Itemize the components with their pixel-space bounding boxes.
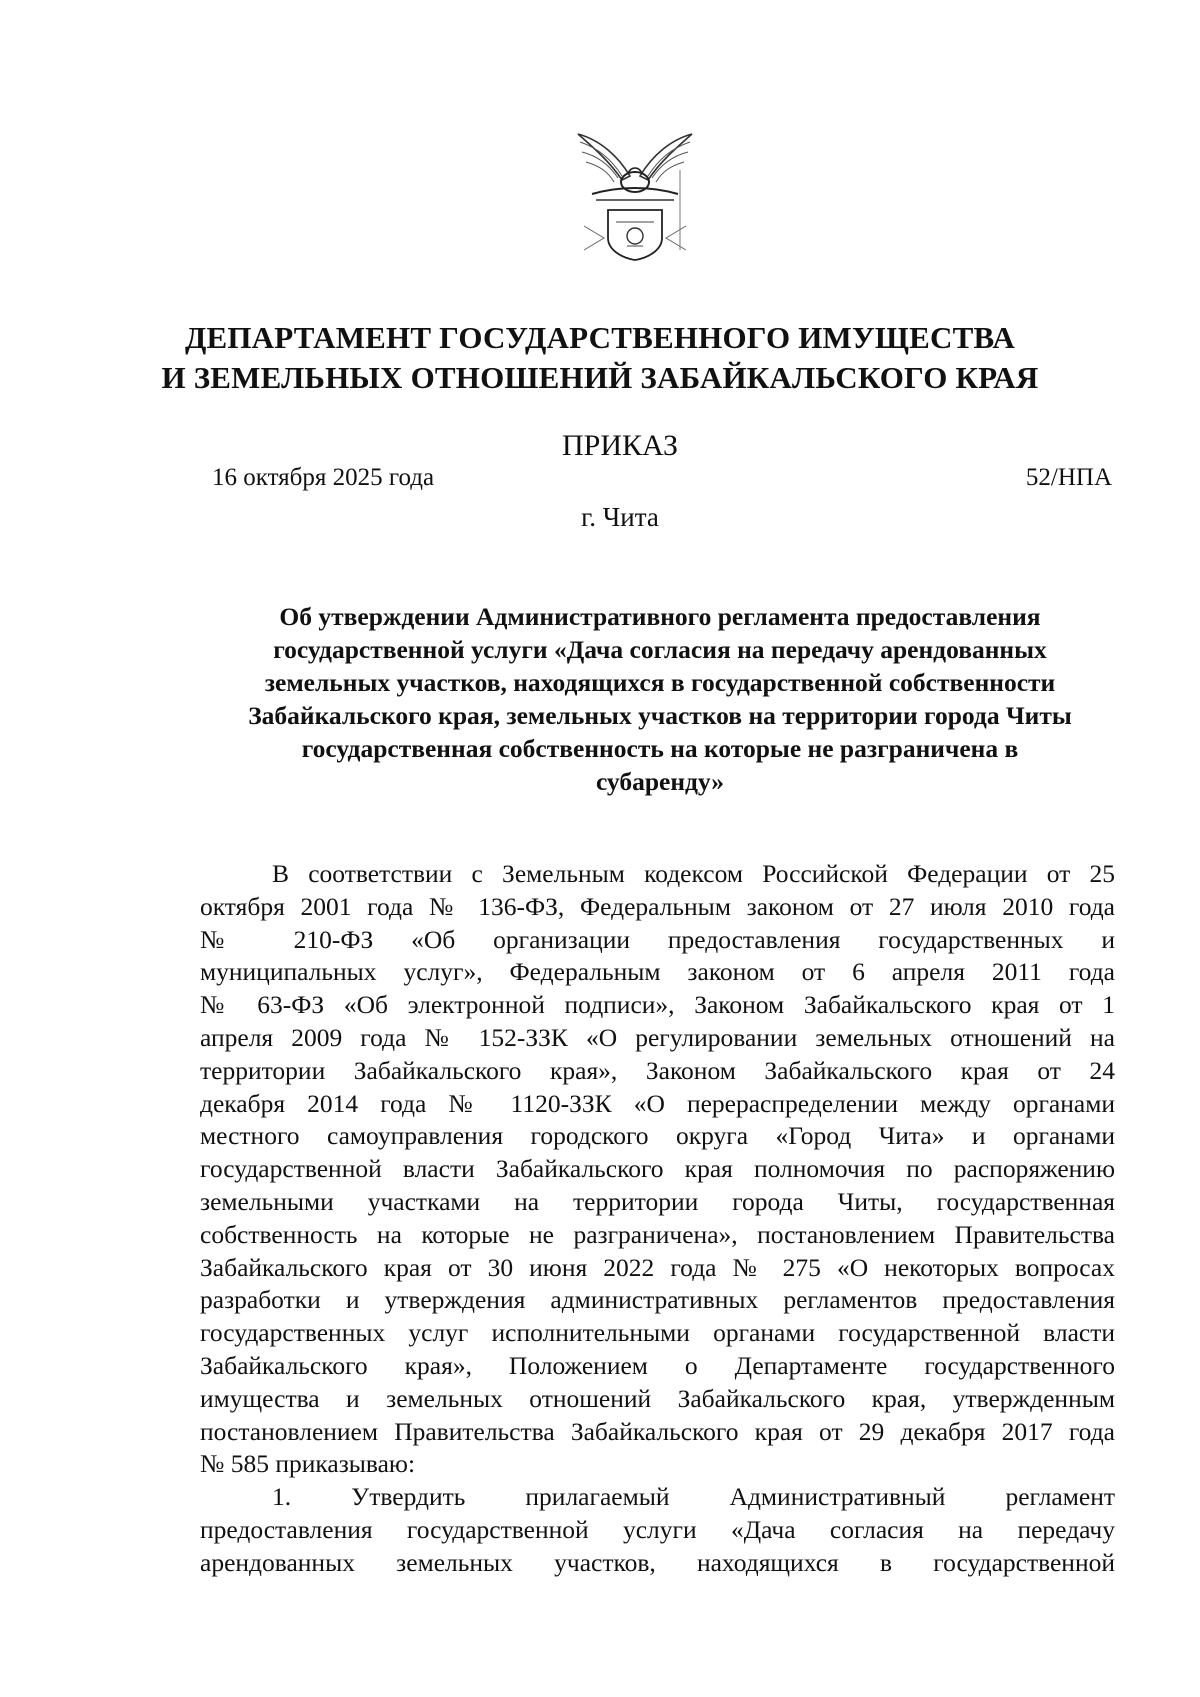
body-line: собственность на которые не разграничена», постановлением Правительства bbox=[200, 1219, 1115, 1249]
body-line-item-1: 1. Утвердить прилагаемый Административный регламент bbox=[272, 1482, 1115, 1512]
body-line: имущества и земельных отношений Забайкальского края, утвержденным bbox=[200, 1383, 1115, 1413]
order-subject bbox=[200, 600, 1120, 798]
body-line: № 585 приказываю: bbox=[200, 1449, 416, 1479]
body-line: декабря 2014 года № 1120-ЗЗК «О перераспределении между органами bbox=[200, 1088, 1115, 1118]
body-line: Забайкальского края», Положением о Департаменте государственного bbox=[200, 1350, 1115, 1380]
body-line: апреля 2009 года № 152-ЗЗК «О регулировании земельных отношений на bbox=[200, 1022, 1115, 1052]
body-line: местного самоуправления городского округа «Город Чита» и органами bbox=[200, 1121, 1115, 1151]
subject-line: государственной услуги «Дача согласия на передачу арендованных bbox=[273, 635, 1047, 664]
subject-line: субаренду» bbox=[595, 767, 725, 796]
order-date: 16 октября 2025 года bbox=[212, 464, 435, 491]
body-line: Забайкальского края от 30 июня 2022 года № 275 «О некоторых вопросах bbox=[200, 1252, 1115, 1282]
body-line: земельными участками на территории города Читы, государственная bbox=[200, 1186, 1115, 1216]
body-line: разработки и утверждения административных регламентов предоставления bbox=[200, 1285, 1115, 1315]
body-line: № 210-ФЗ «Об организации предоставления государственных и bbox=[200, 924, 1115, 954]
body-line: предоставления государственной услуги «Дача согласия на передачу bbox=[200, 1514, 1115, 1544]
coat-of-arms-icon bbox=[570, 130, 700, 265]
body-line: № 63-ФЗ «Об электронной подписи», Законом Забайкальского края от 1 bbox=[200, 990, 1115, 1020]
body-line: государственных услуг исполнительными органами государственной власти bbox=[200, 1318, 1115, 1348]
order-body bbox=[200, 858, 1115, 1580]
subject-line: земельных участков, находящихся в государственной собственности bbox=[264, 668, 1056, 697]
order-city: г. Чита bbox=[581, 502, 659, 532]
order-number: 52/НПА bbox=[1025, 464, 1112, 491]
body-line: муниципальных услуг», Федеральным законом от 6 апреля 2011 года bbox=[200, 957, 1115, 987]
body-line: В соответствии с Земельным кодексом Российской Федерации от 25 bbox=[272, 859, 1115, 888]
body-line: октября 2001 года № 136-ФЗ, Федеральным законом от 27 июля 2010 года bbox=[200, 891, 1115, 921]
subject-line: государственная собственность на которые не разграничена в bbox=[301, 734, 1019, 763]
body-line: постановлением Правительства Забайкальского края от 29 декабря 2017 года bbox=[200, 1416, 1115, 1446]
body-line: территории Забайкальского края», Законом Забайкальского края от 24 bbox=[200, 1055, 1115, 1085]
body-line: государственной власти Забайкальского края полномочия по распоряжению bbox=[200, 1154, 1115, 1184]
subject-line: Забайкальского края, земельных участков на территории города Читы bbox=[248, 701, 1072, 730]
order-heading: ПРИКАЗ bbox=[562, 429, 678, 462]
organization-title bbox=[0, 318, 1200, 398]
organization-title-line-1: ДЕПАРТАМЕНТ ГОСУДАРСТВЕННОГО ИМУЩЕСТВА bbox=[184, 320, 1016, 355]
body-line: арендованных земельных участков, находящихся в государственной bbox=[200, 1547, 1115, 1577]
organization-title-line-2: И ЗЕМЕЛЬНЫХ ОТНОШЕНИЙ ЗАБАЙКАЛЬСКОГО КРАЯ bbox=[161, 360, 1039, 395]
subject-line: Об утверждении Административного регламента предоставления bbox=[279, 602, 1041, 631]
